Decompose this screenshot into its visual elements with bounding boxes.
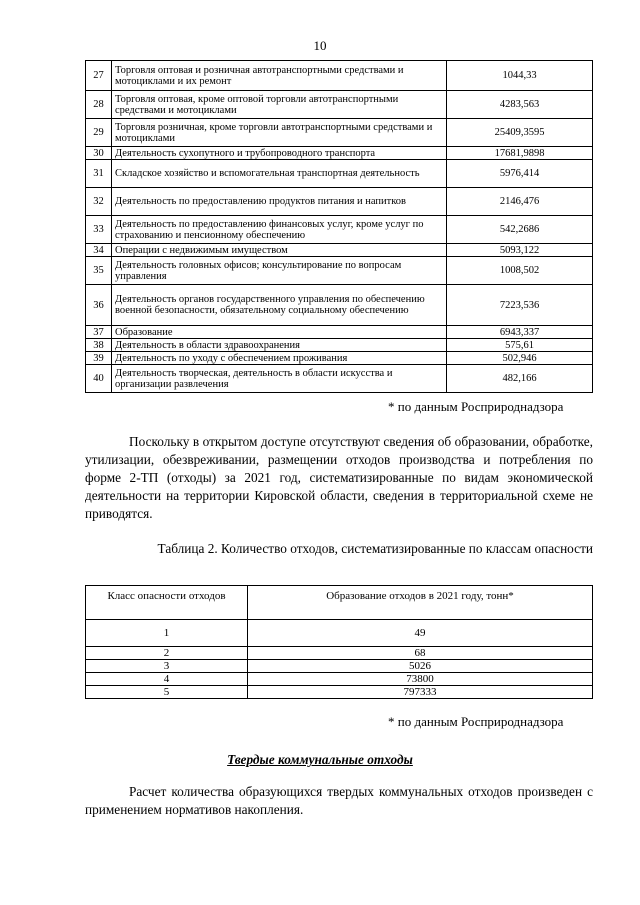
table-row bbox=[86, 686, 593, 699]
activity-description: Деятельность по уходу с обеспечением проживания bbox=[112, 352, 447, 365]
row-number: 34 bbox=[86, 244, 112, 257]
table-row bbox=[86, 119, 593, 147]
activity-description: Деятельность головных офисов; консультирование по вопросам управления bbox=[112, 257, 447, 285]
activity-description: Деятельность по предоставлению продуктов питания и напитков bbox=[112, 188, 447, 216]
table-row bbox=[86, 660, 593, 673]
table-row bbox=[86, 326, 593, 339]
activity-description: Операции с недвижимым имуществом bbox=[112, 244, 447, 257]
row-number: 37 bbox=[86, 326, 112, 339]
row-number: 36 bbox=[86, 285, 112, 326]
waste-value: 1008,502 bbox=[447, 257, 593, 285]
section-heading: Твердые коммунальные отходы bbox=[227, 752, 413, 767]
activity-description: Образование bbox=[112, 326, 447, 339]
waste-value: 5976,414 bbox=[447, 160, 593, 188]
activity-description: Торговля оптовая и розничная автотранспортными средствами и мотоциклами и их ремонт bbox=[112, 61, 447, 91]
activity-description: Торговля розничная, кроме торговли автотранспортными средствами и мотоциклами bbox=[112, 119, 447, 147]
table-row bbox=[86, 352, 593, 365]
waste-value: 1044,33 bbox=[447, 61, 593, 91]
table-row bbox=[86, 339, 593, 352]
table-row bbox=[86, 647, 593, 660]
activity-description: Деятельность творческая, деятельность в области искусства и организации развлечения bbox=[112, 365, 447, 393]
waste-value: 4283,563 bbox=[447, 91, 593, 119]
table-row bbox=[86, 216, 593, 244]
row-number: 33 bbox=[86, 216, 112, 244]
waste-value: 6943,337 bbox=[447, 326, 593, 339]
activity-description: Деятельность органов государственного управления по обеспечению военной безопасности, обязательному социальному обеспечению bbox=[112, 285, 447, 326]
waste-value: 17681,9898 bbox=[447, 147, 593, 160]
table-row bbox=[86, 365, 593, 393]
hazard-class-table bbox=[85, 585, 593, 699]
waste-amount: 49 bbox=[248, 620, 593, 647]
row-number: 32 bbox=[86, 188, 112, 216]
table-header-row bbox=[86, 586, 593, 620]
table2-caption: Таблица 2. Количество отходов, систематизированные по классам опасности bbox=[157, 541, 593, 556]
table-row bbox=[86, 244, 593, 257]
waste-value: 2146,476 bbox=[447, 188, 593, 216]
waste-amount: 73800 bbox=[248, 673, 593, 686]
table-row bbox=[86, 188, 593, 216]
page-number: 10 bbox=[313, 38, 327, 53]
row-number: 27 bbox=[86, 61, 112, 91]
activity-description: Деятельность в области здравоохранения bbox=[112, 339, 447, 352]
hazard-class: 2 bbox=[86, 647, 248, 660]
waste-value: 7223,536 bbox=[447, 285, 593, 326]
waste-value: 25409,3595 bbox=[447, 119, 593, 147]
row-number: 38 bbox=[86, 339, 112, 352]
hazard-class: 5 bbox=[86, 686, 248, 699]
activity-description: Деятельность по предоставлению финансовых услуг, кроме услуг по страхованию и пенсионному обеспечению bbox=[112, 216, 447, 244]
waste-value: 542,2686 bbox=[447, 216, 593, 244]
activity-description: Торговля оптовая, кроме оптовой торговли автотранспортными средствами и мотоциклами bbox=[112, 91, 447, 119]
activity-description: Складское хозяйство и вспомогательная транспортная деятельность bbox=[112, 160, 447, 188]
waste-value: 575,61 bbox=[447, 339, 593, 352]
row-number: 29 bbox=[86, 119, 112, 147]
row-number: 31 bbox=[86, 160, 112, 188]
table-row bbox=[86, 147, 593, 160]
header-waste-amount: Образование отходов в 2021 году, тонн* bbox=[248, 586, 593, 620]
row-number: 28 bbox=[86, 91, 112, 119]
table-row bbox=[86, 91, 593, 119]
body-paragraph: Расчет количества образующихся твердых коммунальных отходов произведен с применением нормативов накопления. bbox=[85, 784, 593, 817]
waste-value: 482,166 bbox=[447, 365, 593, 393]
waste-value: 502,946 bbox=[447, 352, 593, 365]
row-number: 39 bbox=[86, 352, 112, 365]
table-row bbox=[86, 61, 593, 91]
waste-amount: 5026 bbox=[248, 660, 593, 673]
waste-amount: 68 bbox=[248, 647, 593, 660]
row-number: 40 bbox=[86, 365, 112, 393]
body-paragraph: Поскольку в открытом доступе отсутствуют сведения об образовании, обработке, утилизации, обезвреживании, размещении отходов производства и потребления по форме 2-ТП (отходы) за 2021 год, систематизированные по видам экономической деятельности на территории Кировской области, сведения в территориальной схеме не приводятся. bbox=[85, 434, 593, 521]
waste-value: 5093,122 bbox=[447, 244, 593, 257]
table1-source-note: * по данным Росприроднадзора bbox=[388, 399, 564, 414]
hazard-class: 1 bbox=[86, 620, 248, 647]
table-row bbox=[86, 257, 593, 285]
header-hazard-class: Класс опасности отходов bbox=[86, 586, 248, 620]
waste-amount: 797333 bbox=[248, 686, 593, 699]
activity-description: Деятельность сухопутного и трубопроводного транспорта bbox=[112, 147, 447, 160]
row-number: 35 bbox=[86, 257, 112, 285]
table-row bbox=[86, 673, 593, 686]
table2-source-note: * по данным Росприроднадзора bbox=[388, 714, 564, 729]
row-number: 30 bbox=[86, 147, 112, 160]
table-row bbox=[86, 285, 593, 326]
table-row bbox=[86, 160, 593, 188]
hazard-class: 3 bbox=[86, 660, 248, 673]
table-row bbox=[86, 620, 593, 647]
hazard-class: 4 bbox=[86, 673, 248, 686]
activity-waste-table bbox=[85, 60, 593, 393]
